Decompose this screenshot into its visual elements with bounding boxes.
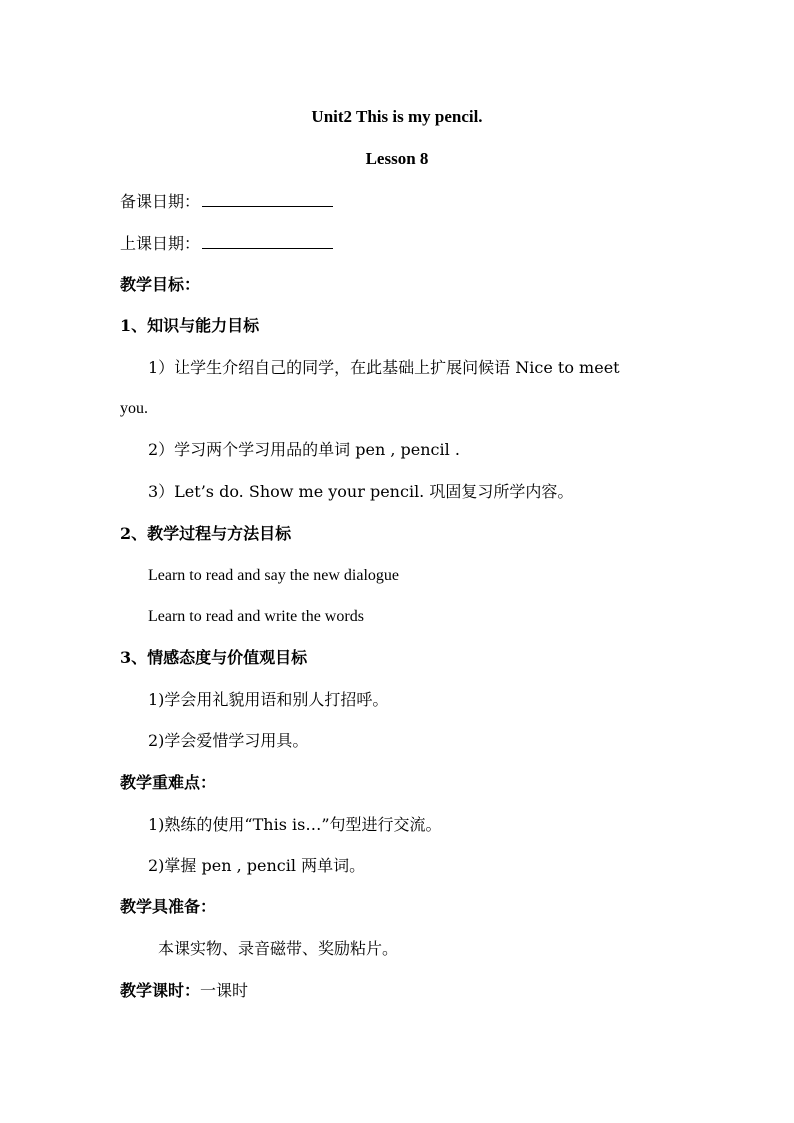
class-date-blank — [202, 234, 333, 249]
prep-date-label: 备课日期： — [120, 192, 201, 211]
class-date-label: 上课日期： — [120, 234, 201, 253]
lesson-title: Lesson 8 — [365, 149, 429, 168]
kp-item1: 1)熟练的使用“This is…”句型进行交流。 — [148, 815, 442, 834]
kp-item2: 2)掌握 pen , pencil 两单词。 — [148, 856, 366, 875]
materials-text: 本课实物、录音磁带、奖励粘片。 — [158, 939, 399, 958]
section2-heading: 2、教学过程与方法目标 — [120, 524, 292, 543]
s1-item1-line2: you. — [120, 400, 148, 417]
s1-item2: 2）学习两个学习用品的单词 pen , pencil . — [148, 440, 460, 459]
periods-value: 一课时 — [200, 981, 249, 1000]
periods-line — [120, 981, 248, 1001]
materials-heading: 教学具准备： — [120, 897, 217, 916]
section1-heading: 1、知识与能力目标 — [120, 316, 260, 335]
periods-label: 教学课时： — [120, 981, 201, 1000]
prep-date-line — [120, 192, 333, 212]
s2-item2: Learn to read and write the words — [148, 608, 364, 625]
s3-item1: 1)学会用礼貌用语和别人打招呼。 — [148, 690, 389, 709]
s1-item3: 3）Let’s do. Show me your pencil. 巩固复习所学内容。 — [148, 482, 574, 501]
section3-heading: 3、情感态度与价值观目标 — [120, 648, 308, 667]
s2-item1: Learn to read and say the new dialogue — [148, 567, 400, 584]
document-title: Unit2 This is my pencil. — [311, 107, 483, 126]
prep-date-blank — [202, 192, 333, 207]
key-points-heading: 教学重难点： — [120, 773, 217, 792]
s3-item2: 2)学会爱惜学习用具。 — [148, 731, 309, 750]
s1-item1-line1: 1）让学生介绍自己的同学，在此基础上扩展问候语 Nice to meet — [148, 358, 620, 377]
objectives-heading: 教学目标： — [120, 275, 201, 294]
class-date-line — [120, 234, 333, 254]
